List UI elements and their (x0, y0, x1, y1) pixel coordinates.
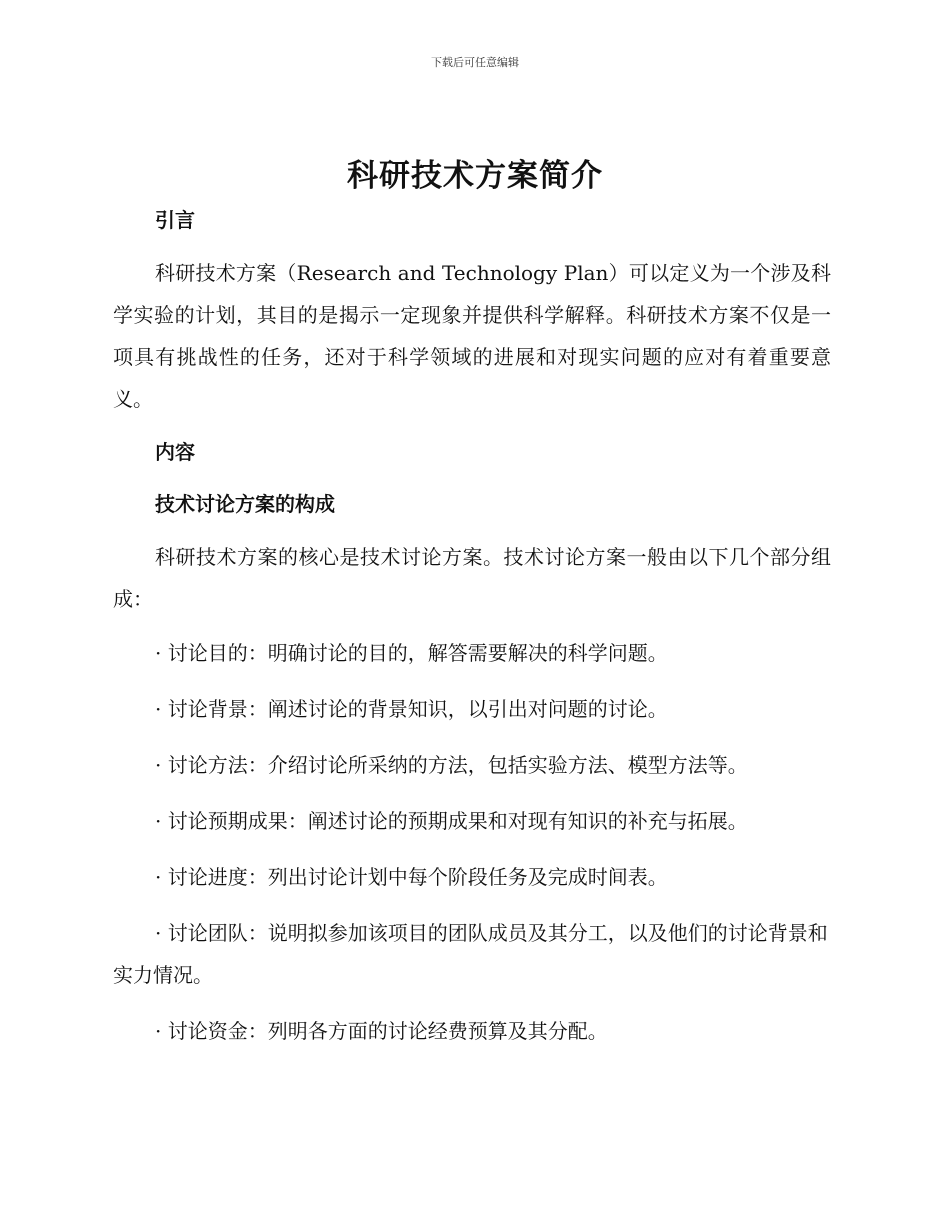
intro-heading: 引言 (155, 208, 195, 232)
intro-paragraph: 科研技术方案（Research and Technology Plan）可以定义为一个涉及科学实验的计划，其目的是揭示一定现象并提供科学解释。科研技术方案不仅是一项具有挑战性的任务，还对于科学领域的进展和对现实问题的应对有着重要意义。 (113, 261, 831, 411)
spacer (113, 786, 831, 800)
spacer (113, 472, 831, 484)
spacer (113, 898, 831, 912)
list-item-schedule: · 讨论进度：列出讨论计划中每个阶段任务及完成时间表。 (155, 865, 668, 889)
spacer (113, 730, 831, 744)
spacer (113, 524, 831, 536)
document-body (113, 200, 831, 1052)
page-header-note: 下载后可任意编辑 (431, 56, 519, 69)
list-item-purpose: · 讨论目的：明确讨论的目的，解答需要解决的科学问题。 (155, 641, 668, 665)
list-item-team: · 讨论团队：说明拟参加该项目的团队成员及其分工，以及他们的讨论背景和实力情况。 (113, 921, 828, 987)
spacer (113, 420, 831, 432)
content-heading: 内容 (155, 440, 195, 464)
structure-subheading: 技术讨论方案的构成 (155, 492, 335, 516)
document-title: 科研技术方案简介 (347, 158, 603, 194)
spacer (113, 996, 831, 1010)
spacer (113, 240, 831, 252)
list-item-funding: · 讨论资金：列明各方面的讨论经费预算及其分配。 (155, 1019, 608, 1043)
content-paragraph: 科研技术方案的核心是技术讨论方案。技术讨论方案一般由以下几个部分组成： (113, 545, 831, 611)
list-item-method: · 讨论方法：介绍讨论所采纳的方法，包括实验方法、模型方法等。 (155, 753, 748, 777)
spacer (113, 674, 831, 688)
spacer (113, 620, 831, 632)
spacer (113, 842, 831, 856)
list-item-background: · 讨论背景：阐述讨论的背景知识，以引出对问题的讨论。 (155, 697, 668, 721)
list-item-expected-results: · 讨论预期成果：阐述讨论的预期成果和对现有知识的补充与拓展。 (155, 809, 748, 833)
